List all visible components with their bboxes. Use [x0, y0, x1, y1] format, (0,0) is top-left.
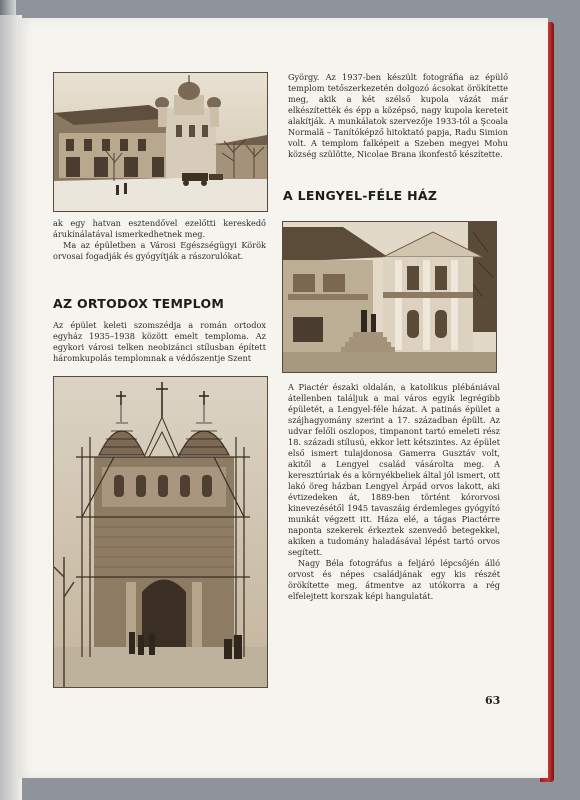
- book-page: [18, 18, 548, 778]
- lengyel-house-heading: A LENGYEL-FÉLE HÁZ: [283, 188, 438, 203]
- house-paragraph-2: Nagy Béla fotográfus a feljáró lépcsőjén álló orvost és népes családjának egy kis részét örökítette meg, átmentve az utókorra a rég elfelejtett korszak képi hangulatát.: [288, 558, 500, 601]
- church-paragraph: Az épület keleti szomszédja a román ortodox egyház 1935–1938 között emelt temploma. Az egykori városi telken neobizánci stílusban épített háromkupolás templomnak a védőszentje Szent: [53, 320, 266, 363]
- orthodox-church-construction-photo: [53, 376, 268, 688]
- page-number: 63: [485, 694, 501, 707]
- right-top-text: [288, 72, 508, 160]
- lengyel-house-text: [288, 382, 500, 602]
- street-scene-with-church-photo: [53, 72, 268, 212]
- left-intro-text: [53, 218, 266, 262]
- orthodox-church-heading: AZ ORTODOX TEMPLOM: [53, 296, 225, 311]
- intro-paragraph-1: ak egy hatvan esztendővel ezelőtti kereskedő árukínálatával ismerkedhetnek meg.: [53, 218, 266, 239]
- right-top-paragraph: György. Az 1937-ben készült fotográfia az épülő templom tetőszerkezetén dolgozó ácsokat örökítette meg, akik a két szélső kupola vázát már elkészítették és épp a középső, nagy kupola kereteit alakítják. A munkálatok szervezője 1933-tól a Şcoala Normală – Tanítóképző hitoktató papja, Radu Simion volt. A templom falképeit a Szeben megyei Mohu község szülötte, Nicolae Brana ikonfestő készítette.: [288, 72, 508, 159]
- church-text: [53, 320, 266, 364]
- intro-paragraph-2: Ma az épületben a Városi Egészségügyi Körök orvosai fogadják és gyógyítják a rászorulókat.: [53, 240, 266, 261]
- lengyel-house-photo: [282, 221, 497, 373]
- house-paragraph-1: A Piactér északi oldalán, a katolikus plébániával átellenben találjuk a mai város egyik legrégibb épületét, a Lengyel-féle házat. A patinás épület a szájhagyomány szerint a 17. században épült. Az udvar felőli oszlopos, timpanont tartó emeleti rész 18. századi stílusú, ekkor lett kétszintes. Az épület első ismert tulajdonosa Gamerra Gusztáv volt, akitől a Lengyel család vásárolta meg. A keresztúriak és a környékbeliek által jól ismert, ott lakó öreg házban Lengyel Árpád orvos lakott, aki évtizedeken át, 1889-ben történt kórorvosi kinevezésétől 1945 tavaszáig érdemleges gyógyító munkát végzett itt. Háza elé, a tágas Piactérre naponta szekerek érkeztek szenvedő betegekkel, akiken a tudomány haladásával lépést tartó orvos segített.: [288, 382, 500, 557]
